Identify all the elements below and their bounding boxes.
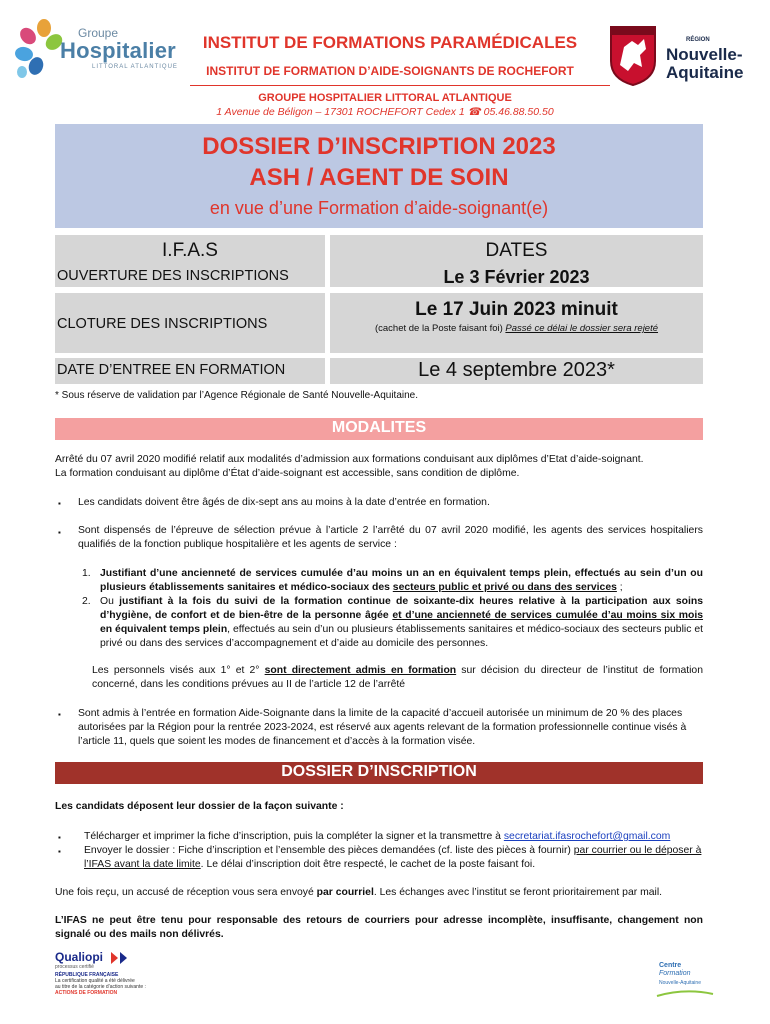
modalites-n1: Justifiant d’une ancienneté de services cumulée d’au moins un an en équivalent temps plein, effectués au sein d’un ou plusieurs établissements sanitaires et médico-sociaux des secteurs public et privé ou dans des services ;: [100, 568, 703, 593]
table-header-ifas: I.F.A.S: [162, 240, 218, 261]
logo-subtitle: LITTORAL ATLANTIQUE: [92, 64, 178, 70]
qualiopi-logo: [55, 950, 165, 998]
centre-2: Formation: [659, 970, 691, 977]
region-small: RÉGION: [686, 37, 710, 43]
dossier-d1: Télécharger et imprimer la fiche d’inscription, puis la compléter la signer et la transmettre à secretariat.ifasrochefort@gmail.com: [84, 831, 671, 842]
logo-name: Hospitalier: [60, 38, 176, 63]
num-1: 1.: [82, 568, 91, 579]
modalites-intro-1: Arrêté du 07 avril 2020 modifié relatif aux modalités d’admission aux formations conduisant aux diplômes d’Etat d’aide-soignant.: [55, 454, 644, 465]
row-cloture-note: [330, 323, 703, 334]
cloture-note-b: Passé ce délai le dossier sera rejeté: [505, 323, 659, 334]
modalites-b1: Les candidats doivent être âgés de dix-sept ans au moins à la date d’entrée en formation.: [78, 497, 490, 508]
modalites-n2: Ou justifiant à la fois du suivi de la formation continue de soixante-dix heures relative à la participation aux soins d’hygiène, de confort et de bien-être de la personne âgée et d’une ancienneté de services cumulée d’au moins six mois en équivalent temps plein, effectués au sein d’un ou plusieurs établissements sanitaires et médico-sociaux des secteurs public et privé ou dans des services d’accompagnement et d’aide au domicile des personnes.: [100, 596, 704, 649]
dossier-recu: Une fois reçu, un accusé de réception vous sera envoyé par courriel. Les échanges avec l’institut se feront prioritairement par mail.: [55, 887, 663, 898]
centre-formation-logo: [655, 962, 715, 1002]
qualiopi-t3: ACTIONS DE FORMATION: [55, 990, 118, 996]
row-cloture-label: CLOTURE DES INSCRIPTIONS: [57, 316, 268, 332]
qualiopi-sub: processus certifié: [55, 964, 94, 970]
modalites-intro-2: La formation conduisant au diplôme d’État d’aide-soignant est accessible, sans condition de diplôme.: [55, 468, 520, 479]
institut-title: INSTITUT DE FORMATIONS PARAMÉDICALES: [202, 33, 578, 52]
qualiopi-t2: au titre de la catégorie d’action suivante :: [55, 984, 146, 990]
hospital-logo: [14, 14, 184, 84]
header-divider: [190, 85, 610, 86]
row-entree-label: DATE D’ENTREE EN FORMATION: [57, 362, 286, 378]
ifas-title: INSTITUT DE FORMATION D’AIDE-SOIGNANTS DE ROCHEFORT: [206, 64, 574, 78]
dossier-warning: L’IFAS ne peut être tenu pour responsable des retours de courriers pour adresse incomplète, insuffisante, changement non signalé ou des mails non délivrés.: [55, 915, 703, 940]
qualiopi-rf: RÉPUBLIQUE FRANÇAISE: [55, 972, 119, 978]
qualiopi-arrows-icon: [111, 952, 141, 964]
modalites-personnels: Les personnels visés aux 1° et 2° sont directement admis en formation sur décision du directeur de l’institut de formation concerné, dans les conditions prévues au II de l’article 12 de l’arrêté: [92, 665, 703, 690]
email-link[interactable]: secretariat.ifasrochefort@gmail.com: [503, 831, 671, 842]
modalites-b2: Sont dispensés de l’épreuve de sélection prévue à l’article 2 l’arrêté du 07 avril 2020 modifié, les agents des services hospitaliers qualifiés de la fonction publique hospitalière et les agents de service :: [78, 525, 703, 550]
region-name-2: Aquitaine: [666, 63, 744, 82]
bullet-2: ▪: [58, 528, 61, 537]
centre-3: Nouvelle-Aquitaine: [659, 980, 701, 986]
num-2: 2.: [82, 596, 91, 607]
qualiopi-name: Qualiopi: [55, 950, 103, 964]
flower-logo-icon: [14, 18, 66, 78]
table-header-dates: DATES: [485, 240, 548, 261]
bullet-5: ▪: [58, 847, 61, 856]
modalites-b3: Sont admis à l’entrée en formation Aide-Soignante dans la limite de la capacité d’accueil autorisée un minimum de 20 % des places autorisées par la Région pour la rentrée 2023-2024, est réservé aux agents relevant de la formation professionnelle continue visés à l’article 11, quels que soient les modes de financement et d’accès à la formation visée.: [78, 708, 687, 747]
centre-swoosh-icon: [655, 988, 715, 998]
groupe-name: GROUPE HOSPITALIER LITTORAL ATLANTIQUE: [258, 92, 512, 104]
doc-title: DOSSIER D’INSCRIPTION 2023: [202, 133, 556, 160]
dossier-heading: DOSSIER D’INSCRIPTION: [281, 763, 477, 780]
row-cloture-value: Le 17 Juin 2023 minuit: [415, 299, 618, 320]
row-ouverture-value: Le 3 Février 2023: [443, 267, 590, 287]
doc-formation: en vue d’une Formation d’aide-soignant(e): [209, 198, 549, 218]
region-crest-icon: [608, 25, 658, 87]
qualiopi-t1: La certification qualité a été délivrée: [55, 978, 135, 984]
logo-groupe: Groupe: [78, 26, 119, 40]
row-entree-value: Le 4 septembre 2023*: [418, 359, 615, 381]
bullet-3: ▪: [58, 710, 61, 719]
region-name-1: Nouvelle-: [666, 45, 743, 64]
footnote: * Sous réserve de validation par l’Agence Régionale de Santé Nouvelle-Aquitaine.: [55, 390, 419, 401]
address: 1 Avenue de Béligon – 17301 ROCHEFORT Cedex 1 ☎ 05.46.88.50.50: [216, 106, 554, 118]
modalites-heading: MODALITES: [331, 419, 427, 436]
centre-1: Centre: [659, 962, 682, 969]
dossier-lead: Les candidats déposent leur dossier de la façon suivante :: [55, 801, 344, 812]
bullet-1: ▪: [58, 499, 61, 508]
bullet-4: ▪: [58, 833, 61, 842]
row-ouverture-label: OUVERTURE DES INSCRIPTIONS: [57, 268, 289, 284]
region-logo: [606, 25, 766, 87]
dossier-d2: Envoyer le dossier : Fiche d’inscription et l’ensemble des pièces demandées (cf. liste des pièces à fournir) par courrier ou le déposer à l’IFAS avant la date limite. Le délai d’inscription doit être respecté, le cachet de la poste faisant foi.: [84, 845, 702, 870]
doc-subtitle: ASH / AGENT DE SOIN: [249, 164, 509, 191]
cloture-note-a: (cachet de la Poste faisant foi): [374, 323, 506, 334]
